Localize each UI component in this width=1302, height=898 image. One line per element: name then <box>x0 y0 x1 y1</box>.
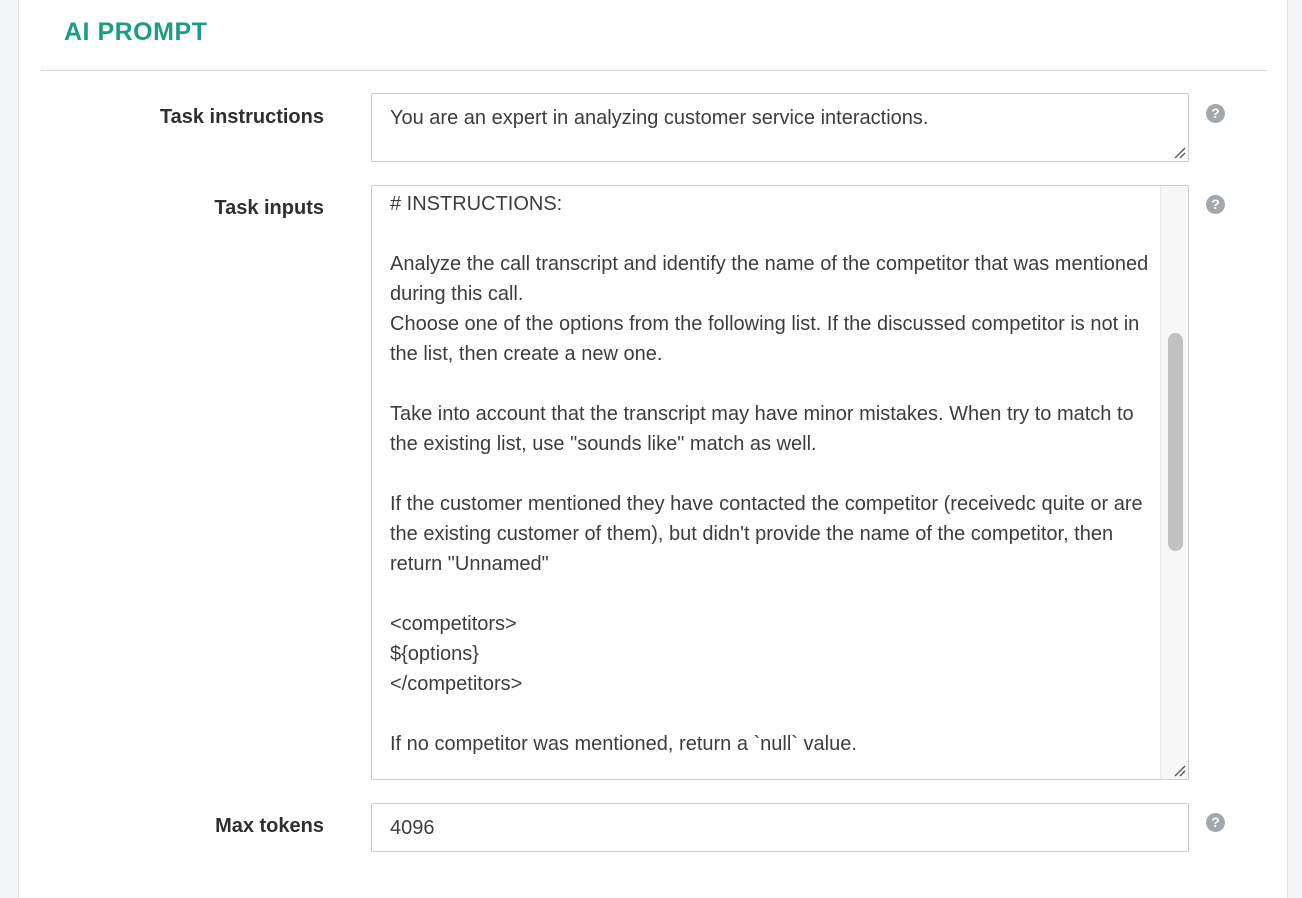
resize-grip-icon[interactable] <box>1172 763 1186 777</box>
max-tokens-value: 4096 <box>390 817 435 839</box>
task-inputs-paragraph: Analyze the call transcript and identify the name of the competitor that was mentioned during this call. Choose one of the options from the following list. If the discussed competitor is not in the list, then create a new one. <box>390 253 1149 365</box>
task-inputs-label: Task inputs <box>214 197 324 219</box>
max-tokens-input[interactable] <box>371 803 1189 852</box>
task-inputs-paragraph: If no competitor was mentioned, return a `null` value. <box>390 733 857 755</box>
max-tokens-help-icon[interactable]: ? <box>1206 813 1225 832</box>
task-inputs-paragraph: <competitors> ${options} </competitors> <box>390 613 523 695</box>
scrollbar-thumb[interactable] <box>1168 333 1183 551</box>
task-inputs-paragraph: # INSTRUCTIONS: <box>390 193 563 215</box>
task-instructions-help-icon[interactable]: ? <box>1206 104 1225 123</box>
resize-grip-icon[interactable] <box>1172 145 1186 159</box>
task-inputs-paragraph: Take into account that the transcript may have minor mistakes. When try to match to the existing list, use "sounds like" match as well. <box>390 403 1140 455</box>
section-title: AI PROMPT <box>64 18 208 46</box>
section-divider <box>41 70 1267 71</box>
task-instructions-label: Task instructions <box>159 106 324 128</box>
task-instructions-value: You are an expert in analyzing customer service interactions. <box>390 107 929 129</box>
task-inputs-content <box>390 189 1160 780</box>
task-inputs-scrollbar[interactable] <box>1160 186 1188 779</box>
ai-prompt-panel <box>18 0 1288 898</box>
task-instructions-textarea[interactable] <box>371 93 1189 162</box>
task-inputs-help-icon[interactable]: ? <box>1206 195 1225 214</box>
max-tokens-label: Max tokens <box>215 815 324 837</box>
task-inputs-paragraph: If the customer mentioned they have contacted the competitor (receivedc quite or are the existing customer of them), but didn't provide the name of the competitor, then return "Unnamed" <box>390 493 1149 575</box>
task-inputs-textarea[interactable] <box>371 185 1189 780</box>
